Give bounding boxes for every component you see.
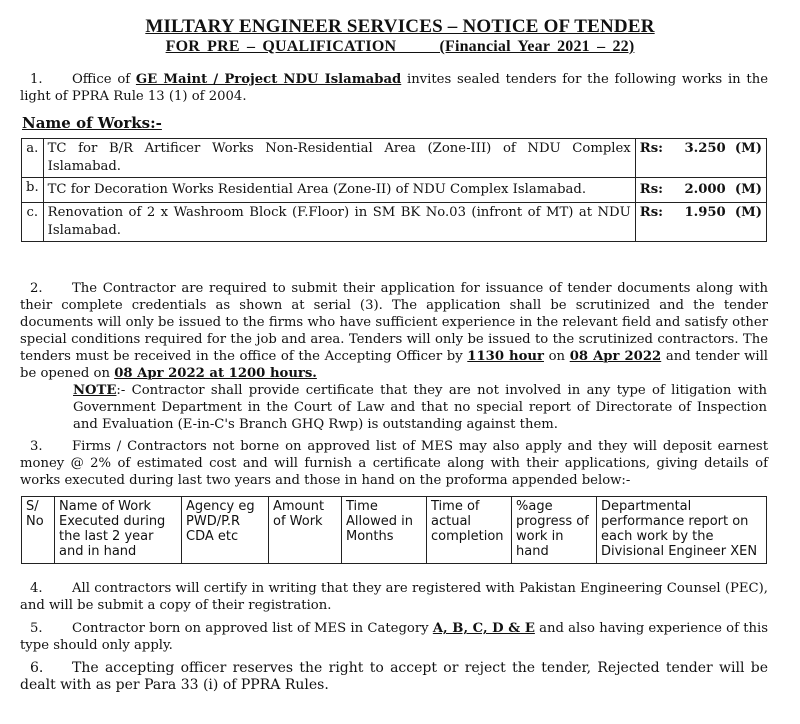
notice-subtitle: FOR PRE – QUALIFICATION (Financial Year 2021 – 22) xyxy=(165,38,635,55)
header-cell: Time Allowed in Months xyxy=(342,497,427,564)
notice-title: MILTARY ENGINEER SERVICES – NOTICE OF TENDER xyxy=(145,16,655,37)
work-description: Renovation of 2 x Washroom Block (F.Floor) in SM BK No.03 (infront of MT) at NDU Islamabad. xyxy=(43,203,635,242)
work-letter: c. xyxy=(22,203,44,242)
deadline-date: 08 Apr 2022 xyxy=(569,349,662,364)
paragraph-5: 5. Contractor born on approved list of MES in Category A, B, C, D & E and also having experience of this type should only apply. xyxy=(20,621,768,653)
header-cell: Name of Work Executed during the last 2 year and in hand xyxy=(55,497,182,564)
header-cell: Departmental performance report on each work by the Divisional Engineer XEN xyxy=(597,497,767,564)
paragraph-number: 5. xyxy=(30,621,43,636)
paragraph-number: 4. xyxy=(30,581,43,596)
work-description: TC for B/R Artificer Works Non-Residential Area (Zone-III) of NDU Complex Islamabad. xyxy=(43,139,635,178)
paragraph-number: 3. xyxy=(30,439,43,454)
proforma-table xyxy=(21,496,767,564)
work-amount: Rs: 1.950 (M) xyxy=(635,203,766,242)
office-name: GE Maint / Project NDU Islamabad xyxy=(135,72,402,87)
note-paragraph: NOTE:- Contractor shall provide certificate that they are not involved in any type of litigation with Government Department in the Court of Law and that no special report of Directorate of Inspection and Evaluation (E-in-C's Branch GHQ Rwp) is outstanding against them. xyxy=(73,383,767,432)
paragraph-number: 1. xyxy=(30,72,43,87)
header-cell: S/ No xyxy=(22,497,55,564)
paragraph-3: 3. Firms / Contractors not borne on approved list of MES may also apply and they will deposit earnest money @ 2% of estimated cost and will furnish a certificate along with their applications, giving details of works executed during last two years and those in hand on the proforma appended below:- xyxy=(20,439,768,488)
deadline-time: 1130 hour xyxy=(467,349,544,364)
work-letter: b. xyxy=(22,178,44,203)
table-row xyxy=(22,139,767,178)
works-heading: Name of Works:- xyxy=(22,114,162,132)
paragraph-1: 1. Office of GE Maint / Project NDU Islamabad invites sealed tenders for the following works in the light of PPRA Rule 13 (1) of 2004. xyxy=(20,72,769,104)
work-amount: Rs: 3.250 (M) xyxy=(635,139,766,178)
opening-date: 08 Apr 2022 at 1200 hours. xyxy=(114,366,317,381)
paragraph-4: 4. All contractors will certify in writing that they are registered with Pakistan Engineering Counsel (PEC), and will be submit a copy of their registration. xyxy=(20,581,768,613)
table-row xyxy=(22,203,767,242)
note-label: NOTE xyxy=(73,383,117,398)
work-description: TC for Decoration Works Residential Area (Zone-II) of NDU Complex Islamabad. xyxy=(43,178,635,203)
header-cell: %age progress of work in hand xyxy=(512,497,597,564)
work-letter: a. xyxy=(22,139,44,178)
mes-categories: A, B, C, D & E xyxy=(432,621,535,636)
works-table xyxy=(21,138,767,242)
table-header-row xyxy=(22,497,767,564)
table-row xyxy=(22,178,767,203)
paragraph-2: 2. The Contractor are required to submit their application for issuance of tender documents along with their complete credentials as shown at serial (3). The application shall be scrutinized and the tender documents will only be issued to the firms who have sufficient experience in the relevant field and satisfy other special conditions required for the job and area. Tenders will only be issued to the scrutinized contractors. The tenders must be received in the office of the Accepting Officer by 1130 hour on 08 Apr 2022 and tender will be opened on 08 Apr 2022 at 1200 hours. xyxy=(20,281,769,381)
header-cell: Time of actual completion xyxy=(427,497,512,564)
header-cell: Agency eg PWD/P.R CDA etc xyxy=(182,497,269,564)
work-amount: Rs: 2.000 (M) xyxy=(635,178,766,203)
paragraph-number: 2. xyxy=(30,281,43,296)
paragraph-number: 6. xyxy=(30,660,44,676)
header-cell: Amount of Work xyxy=(269,497,342,564)
paragraph-6: 6. The accepting officer reserves the right to accept or reject the tender, Rejected tender will be dealt with as per Para 33 (i) of PPRA Rules. xyxy=(20,660,768,693)
